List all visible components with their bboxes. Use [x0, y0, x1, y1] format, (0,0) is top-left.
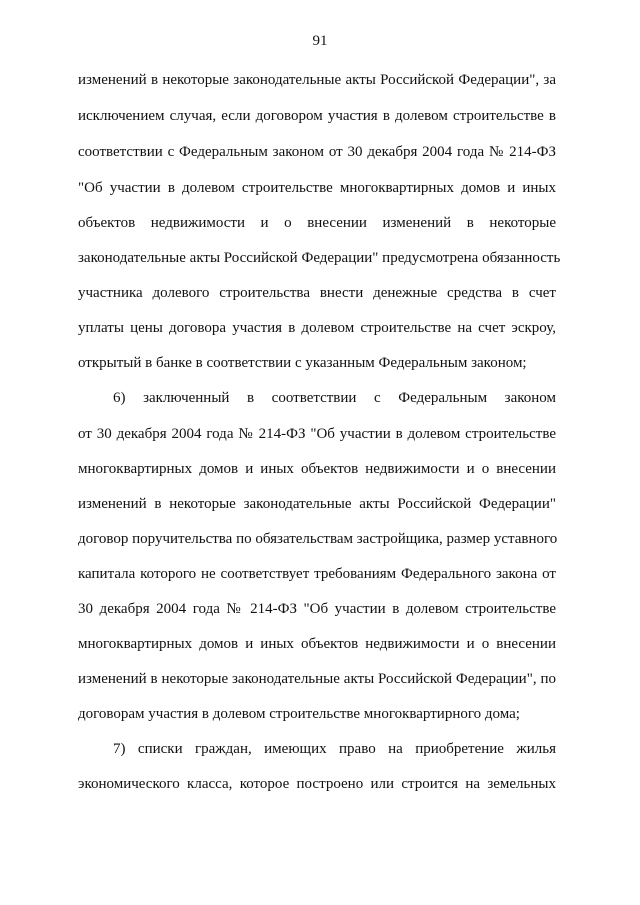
- text-line: 6) заключенный в соответствии с Федеральным законом: [113, 390, 556, 406]
- text-line: экономического класса, которое построено или строится на земельных: [78, 776, 556, 792]
- text-line: изменений в некоторые законодательные акты Российской Федерации", за: [78, 72, 556, 88]
- text-line: капитала которого не соответствует требованиям Федерального закона от: [78, 566, 556, 582]
- text-line: участника долевого строительства внести денежные средства в счет: [78, 285, 556, 301]
- text-line: "Об участии в долевом строительстве многоквартирных домов и иных: [78, 180, 556, 196]
- text-line: 30 декабря 2004 года № 214-ФЗ "Об участии в долевом строительстве: [78, 601, 556, 617]
- text-line: законодательные акты Российской Федерации" предусмотрена обязанность: [78, 250, 561, 266]
- text-line: многоквартирных домов и иных объектов недвижимости и о внесении: [78, 636, 556, 652]
- text-line: исключением случая, если договором участия в долевом строительстве в: [78, 108, 556, 124]
- text-line: изменений в некоторые законодательные акты Российской Федерации": [78, 496, 556, 512]
- text-line: договор поручительства по обязательствам застройщика, размер уставного: [78, 531, 558, 547]
- page-number: 91: [312, 33, 328, 49]
- text-line: от 30 декабря 2004 года № 214-ФЗ "Об участии в долевом строительстве: [78, 426, 556, 442]
- text-line: изменений в некоторые законодательные акты Российской Федерации", по: [78, 671, 556, 687]
- text-line: многоквартирных домов и иных объектов недвижимости и о внесении: [78, 461, 556, 477]
- text-line: уплаты цены договора участия в долевом строительстве на счет эскроу,: [78, 320, 556, 336]
- text-line: соответствии с Федеральным законом от 30 декабря 2004 года № 214-ФЗ: [78, 144, 556, 160]
- text-line: открытый в банке в соответствии с указанным Федеральным законом;: [78, 355, 527, 371]
- text-line: договорам участия в долевом строительстве многоквартирного дома;: [78, 706, 520, 722]
- text-line: объектов недвижимости и о внесении изменений в некоторые: [78, 215, 556, 231]
- text-line: 7) списки граждан, имеющих право на приобретение жилья: [113, 741, 556, 757]
